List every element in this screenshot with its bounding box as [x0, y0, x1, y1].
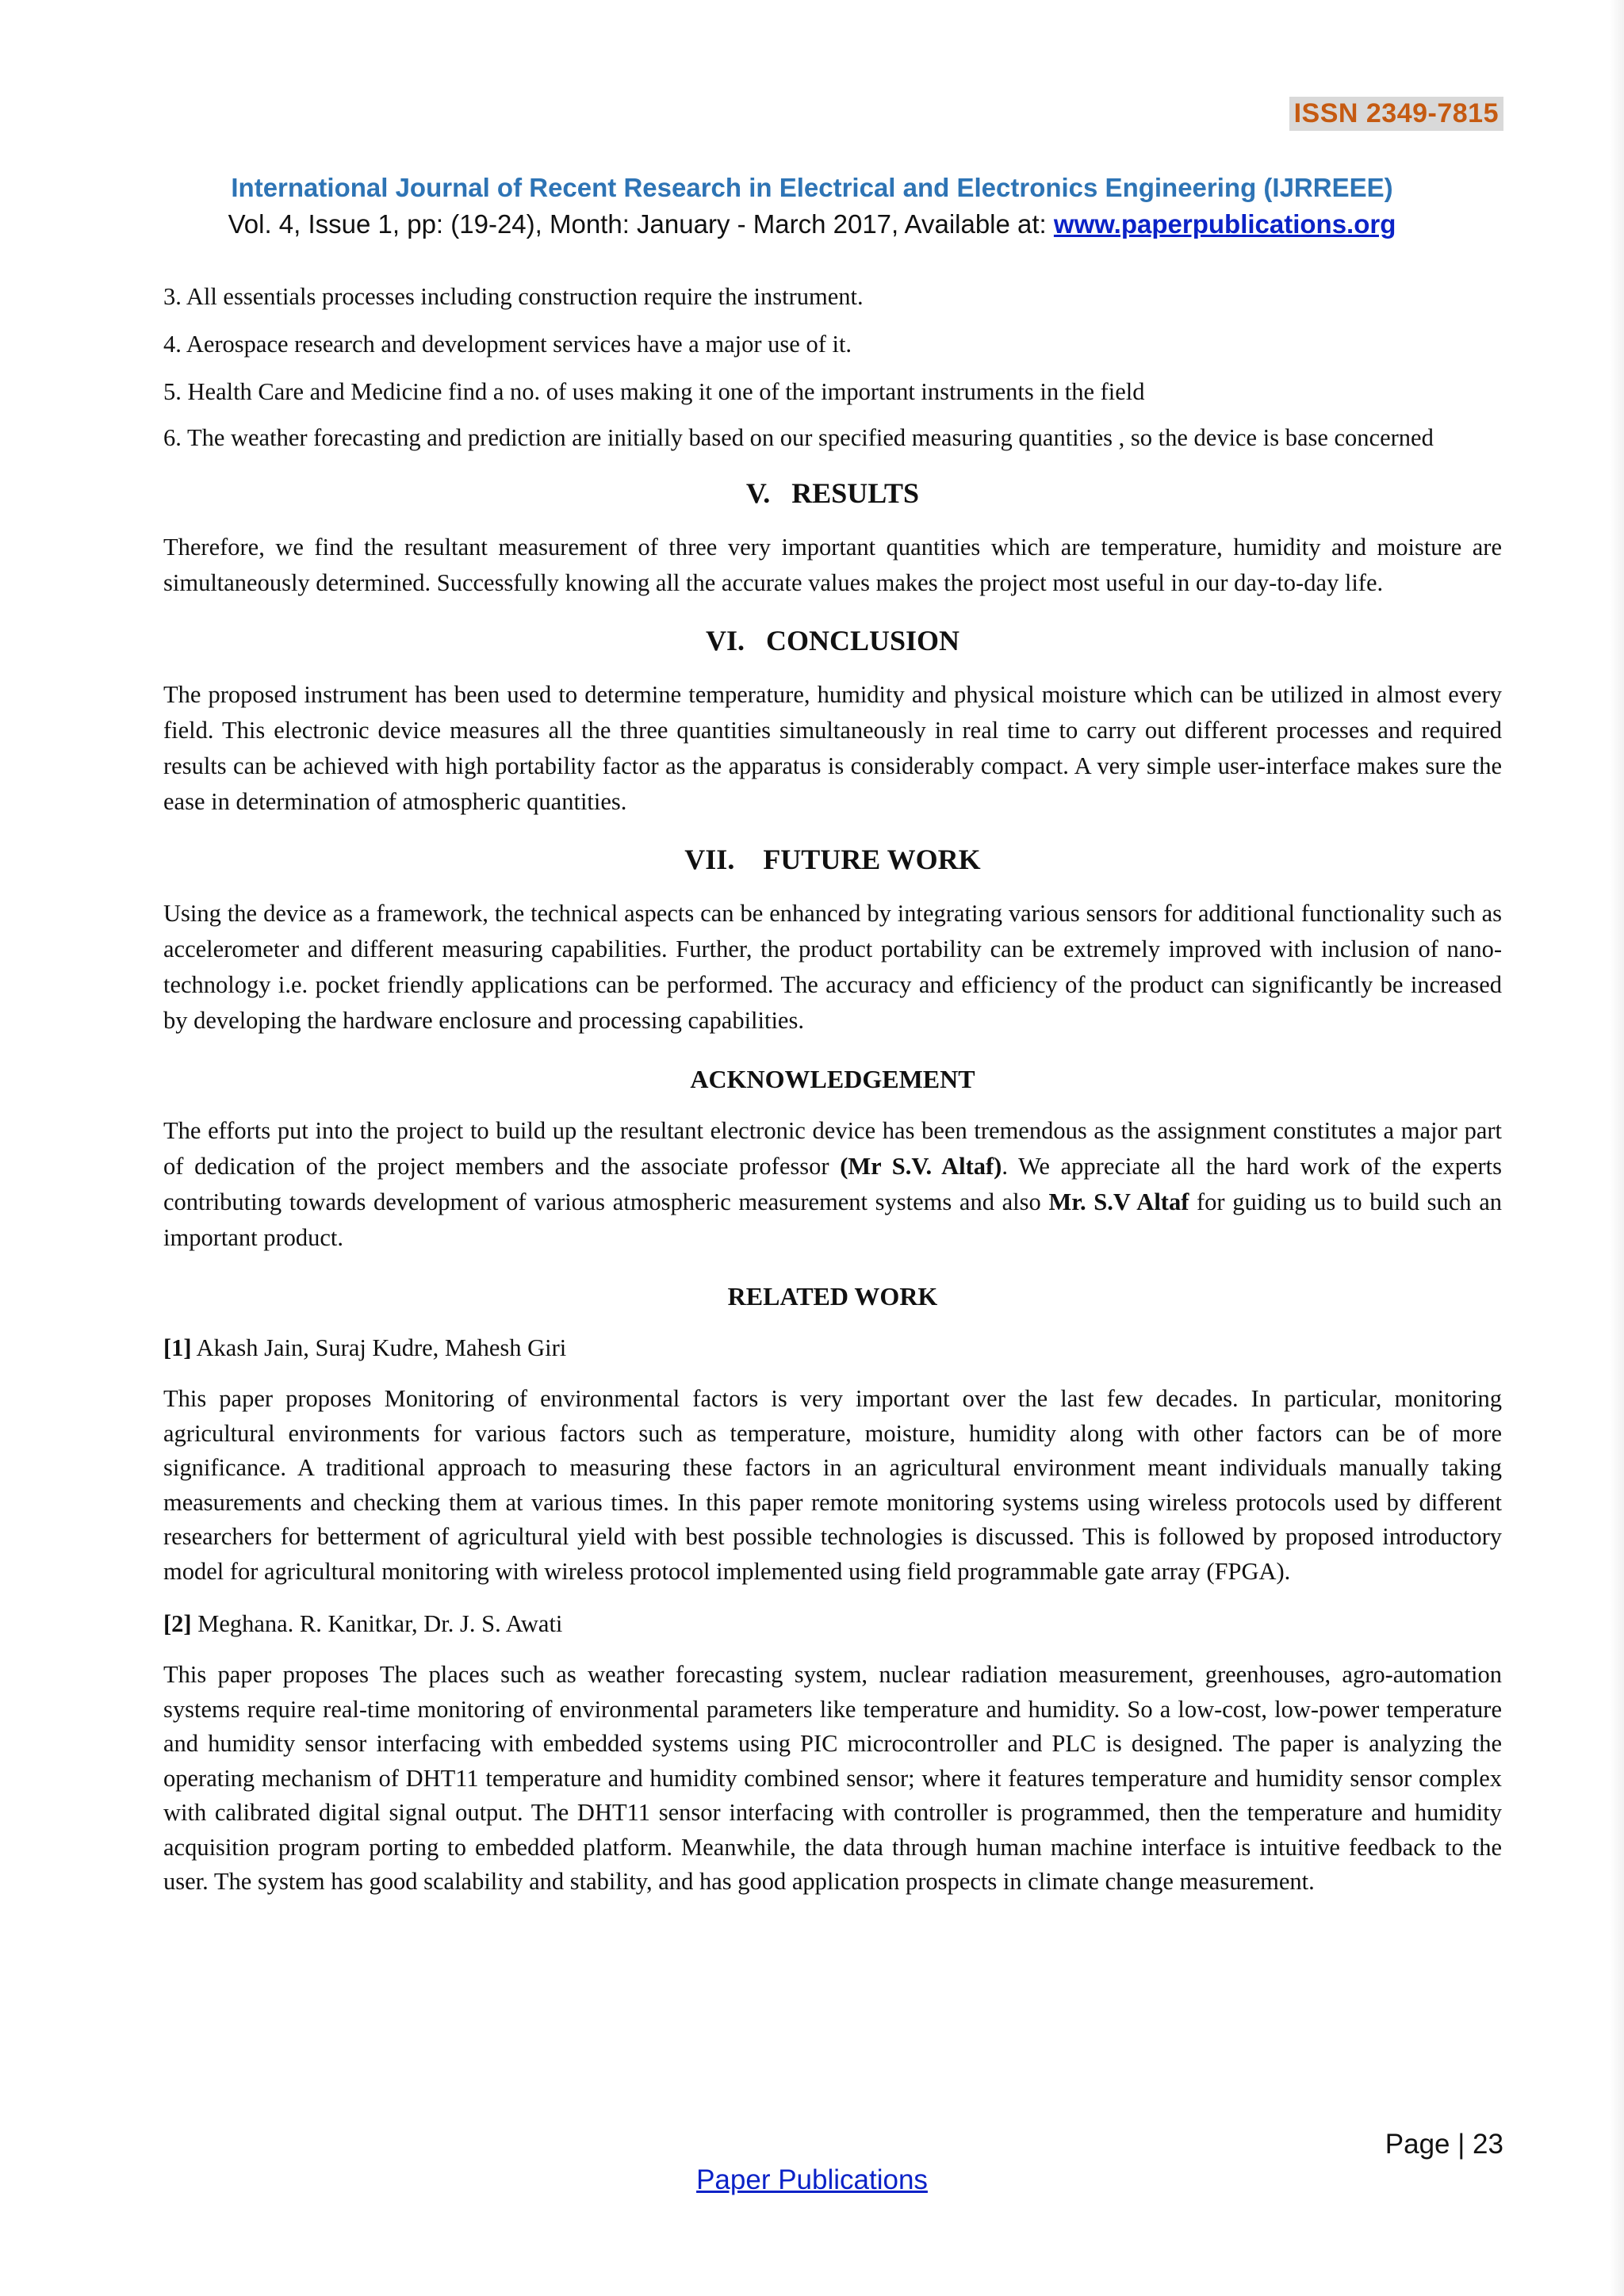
publisher-link[interactable]: Paper Publications [696, 2164, 928, 2195]
list-item: 5. Health Care and Medicine find a no. of uses making it one of the important instruments in the field [163, 378, 1145, 405]
list-item: 6. The weather forecasting and prediction are initially based on our specified measuring quantities , so the device is base concerned [163, 424, 1434, 451]
results-heading: V. RESULTS [745, 477, 920, 509]
list-item: 4. Aerospace research and development services have a major use of it. [163, 331, 852, 358]
reference-authors [163, 1606, 1502, 1642]
reference-author-names: Akash Jain, Suraj Kudre, Mahesh Giri [191, 1334, 567, 1361]
conclusion-paragraph: The proposed instrument has been used to determine temperature, humidity and physical moisture which can be utilized in almost every field. This electronic device measures all the three quantities simultaneously in real time to carry out different processes and required results can be achieved with high portability factor as the apparatus is considerably compact. A very simple user-interface makes sure the ease in determination of atmospheric quantities. [163, 681, 1502, 815]
footer [0, 2164, 1624, 2196]
volume-line [0, 209, 1624, 239]
volume-text: Vol. 4, Issue 1, pp: (19-24), Month: January - March 2017, Available at: [228, 209, 1054, 239]
future-work-heading: VII. FUTURE WORK [684, 844, 981, 875]
ack-text-3: for guiding us to build such an important product. [163, 1188, 1502, 1251]
issn-badge: ISSN 2349-7815 [1289, 97, 1503, 131]
reference-number: [1] [163, 1334, 192, 1361]
ack-bold-1: (Mr S.V. Altaf) [840, 1153, 1002, 1180]
ack-bold-2: Mr. S.V Altaf [1048, 1188, 1189, 1215]
ack-text-1: The efforts put into the project to build up the resultant electronic device has been tremendous as the assignment constitutes a major part of dedication of the project members and the associate professor [163, 1117, 1502, 1180]
article-body [163, 279, 1502, 1917]
conclusion-heading: VI. CONCLUSION [705, 625, 960, 656]
reference-summary: This paper proposes Monitoring of environmental factors is very important over the last few decades. In particular, monitoring agricultural environments for various factors such as temperature, moisture, humidity along with other factors can be of more significance. A traditional approach to measuring these factors in an agricultural environment meant individuals manually taking measurements and checking them at various times. In this paper remote monitoring systems using wireless protocols used by different researchers for betterment of agricultural yield with best possible technologies is discussed. This is followed by proposed introductory model for agricultural monitoring with wireless protocol implemented using field programmable gate array (FPGA). [163, 1385, 1502, 1585]
future-work-paragraph: Using the device as a framework, the technical aspects can be enhanced by integrating various sensors for additional functionality such as accelerometer and different measuring capabilities. Further, the product portability can be extremely improved with inclusion of nano-technology i.e. pocket friendly applications can be performed. The accuracy and efficiency of the product can significantly be increased by developing the hardware enclosure and processing capabilities. [163, 900, 1502, 1034]
reference-authors [163, 1330, 1502, 1366]
reference-author-names: Meghana. R. Kanitkar, Dr. J. S. Awati [191, 1610, 563, 1637]
results-paragraph: Therefore, we find the resultant measurement of three very important quantities which are temperature, humidity and moisture are simultaneously determined. Successfully knowing all the accurate values makes the project most useful in our day-to-day life. [163, 534, 1502, 596]
journal-title: International Journal of Recent Research in Electrical and Electronics Engineering (IJRREEE) [231, 173, 1393, 202]
page-edge-shadow [1610, 0, 1624, 2296]
page-number: Page | 23 [1385, 2129, 1503, 2160]
related-work-heading: RELATED WORK [727, 1282, 938, 1311]
ack-text-2: . We appreciate all the hard work of the experts contributing towards development of various atmospheric measurement systems and also [163, 1153, 1502, 1215]
website-link[interactable]: www.paperpublications.org [1053, 209, 1396, 239]
acknowledgement-heading: ACKNOWLEDGEMENT [690, 1065, 975, 1093]
reference-number: [2] [163, 1610, 192, 1637]
reference-summary: This paper proposes The places such as weather forecasting system, nuclear radiation measurement, greenhouses, agro-automation systems require real-time monitoring of environmental parameters like temperature and humidity. So a low-cost, low-power temperature and humidity sensor interfacing with embedded systems using PIC microcontroller and PLC is designed. The paper is analyzing the operating mechanism of DHT11 temperature and humidity combined sensor; where it features temperature and humidity sensor complex with calibrated digital signal output. The DHT11 sensor interfacing with controller is programmed, then the temperature and humidity acquisition program porting to embedded platform. Meanwhile, the data through human machine interface is intuitive feedback to the user. The system has good scalability and stability, and has good application prospects in climate change measurement. [163, 1661, 1502, 1895]
acknowledgement-paragraph [163, 1113, 1502, 1256]
list-item: 3. All essentials processes including construction require the instrument. [163, 283, 864, 310]
